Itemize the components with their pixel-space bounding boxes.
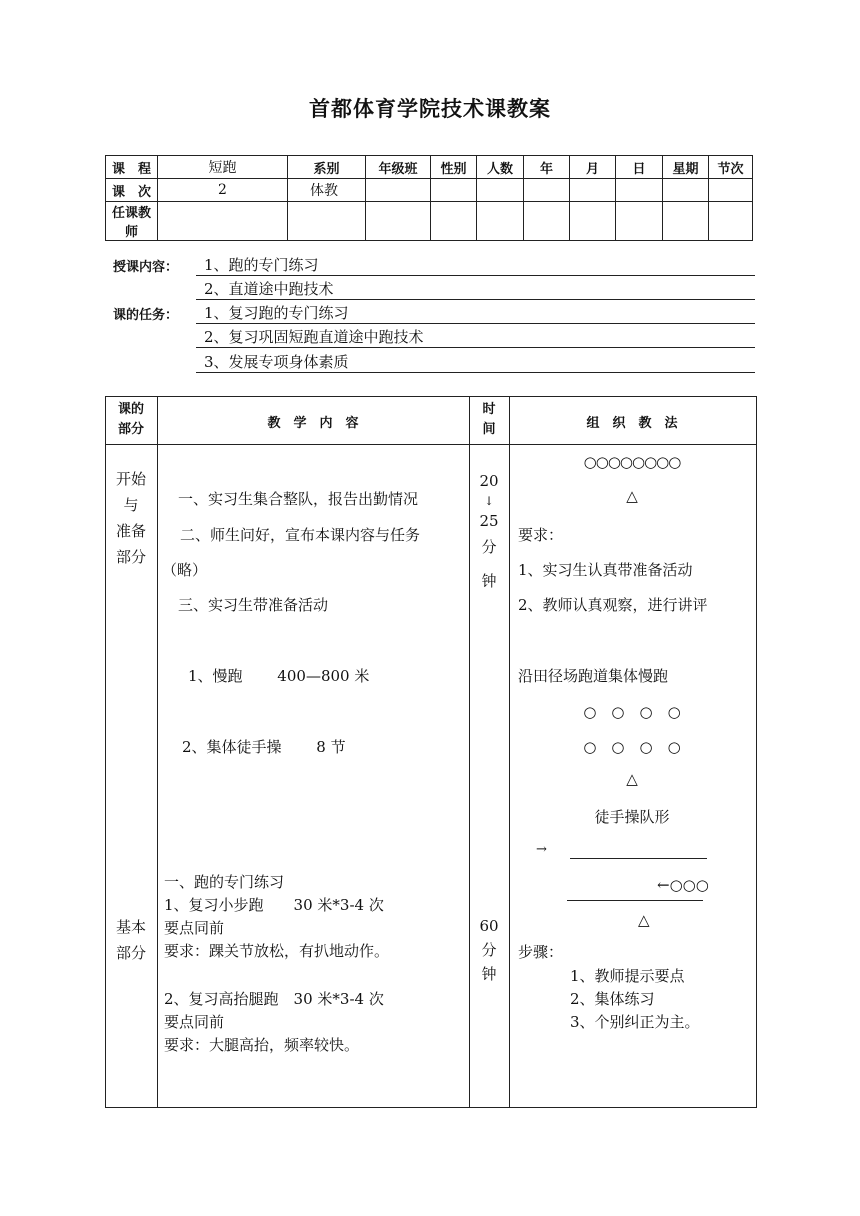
col-time-line: 时 bbox=[482, 402, 496, 417]
method-line: 要求： bbox=[518, 526, 564, 544]
blank-cell bbox=[431, 202, 477, 241]
blank-cell bbox=[288, 202, 366, 241]
method-line: 徒手操队形 bbox=[594, 808, 670, 826]
content-line: 1、复习小步跑 30 米*3-4 次 bbox=[164, 896, 384, 914]
arrow-left-circles-icon: ←○○○ bbox=[657, 876, 709, 894]
content-item-1: 1、跑的专门练习 bbox=[204, 256, 319, 274]
time-line: 60 bbox=[479, 917, 499, 935]
method-line: 1、教师提示要点 bbox=[570, 967, 685, 985]
col-time-line: 间 bbox=[482, 422, 496, 437]
gender-value bbox=[431, 179, 477, 202]
part-line: 准备 bbox=[115, 522, 146, 540]
track-line bbox=[567, 900, 703, 901]
col-part-line: 部分 bbox=[117, 422, 144, 437]
gender-label: 性别 bbox=[431, 156, 477, 179]
col-method-header: 组 织 教 法 bbox=[586, 416, 678, 431]
triangle-icon: △ bbox=[638, 911, 650, 929]
part-line: 部分 bbox=[115, 944, 146, 962]
blank-cell bbox=[477, 202, 524, 241]
task-item-3: 3、发展专项身体素质 bbox=[204, 353, 349, 371]
circle-row-icon: ○ ○ ○ ○ bbox=[583, 703, 681, 721]
dept-label: 系别 bbox=[288, 156, 366, 179]
day-label: 日 bbox=[616, 156, 663, 179]
method-line: 1、实习生认真带准备活动 bbox=[518, 561, 693, 579]
underline bbox=[196, 323, 755, 324]
method-line: 2、集体练习 bbox=[570, 990, 655, 1008]
blank-cell bbox=[366, 202, 431, 241]
grade-label: 年级班 bbox=[366, 156, 431, 179]
arrow-down-icon: ↓ bbox=[483, 494, 495, 508]
col-divider bbox=[157, 396, 158, 1107]
circle-row-icon: ○ ○ ○ ○ bbox=[583, 738, 681, 756]
method-line: 步骤： bbox=[518, 943, 564, 961]
content-line: 1、慢跑 400—800 米 bbox=[188, 667, 370, 685]
time-start bbox=[469, 468, 509, 594]
content-line: 要点同前 bbox=[164, 1013, 225, 1031]
course-value: 短跑 bbox=[158, 156, 288, 179]
part-line: 基本 bbox=[115, 918, 146, 936]
time-line: 20 bbox=[479, 472, 499, 490]
part-basic bbox=[105, 914, 157, 966]
col-part-line: 课的 bbox=[117, 402, 144, 417]
time-line bbox=[469, 560, 509, 568]
arrow-right-icon: → bbox=[536, 842, 547, 857]
time-basic bbox=[469, 914, 509, 986]
month-value bbox=[570, 179, 616, 202]
weekday-label: 星期 bbox=[663, 156, 709, 179]
content-line: 要点同前 bbox=[164, 919, 225, 937]
weekday-value bbox=[663, 179, 709, 202]
underline bbox=[196, 299, 755, 300]
count-value bbox=[477, 179, 524, 202]
session-value: 2 bbox=[158, 179, 288, 202]
track-line bbox=[570, 858, 707, 859]
month-label: 月 bbox=[570, 156, 616, 179]
content-line: 二、师生问好，宣布本课内容与任务 bbox=[180, 526, 421, 544]
teacher-value bbox=[158, 202, 288, 241]
content-line: 2、集体徒手操 8 节 bbox=[182, 738, 346, 756]
circle-row-icon: ○○○○○○○○ bbox=[583, 453, 681, 471]
content-line: 一、实习生集合整队，报告出勤情况 bbox=[178, 490, 419, 508]
col-content-header: 教 学 内 容 bbox=[267, 416, 359, 431]
session-label: 课 次 bbox=[106, 179, 158, 202]
page-title: 首都体育学院技术课教案 bbox=[309, 97, 551, 121]
underline bbox=[196, 347, 755, 348]
day-value bbox=[616, 179, 663, 202]
grade-value bbox=[366, 179, 431, 202]
content-line: （略） bbox=[162, 561, 208, 579]
course-label: 课 程 bbox=[106, 156, 158, 179]
year-value bbox=[524, 179, 570, 202]
time-line: 钟 bbox=[481, 572, 497, 590]
task-item-1: 1、复习跑的专门练习 bbox=[204, 304, 349, 322]
time-line: 分 bbox=[481, 941, 497, 959]
part-line: 部分 bbox=[115, 548, 146, 566]
time-line: 分 bbox=[481, 538, 497, 556]
part-line: 开始 bbox=[115, 470, 146, 488]
period-label: 节次 bbox=[709, 156, 753, 179]
teacher-label: 任课教师 bbox=[106, 202, 158, 241]
blank-cell bbox=[616, 202, 663, 241]
content-item-2: 2、直道途中跑技术 bbox=[204, 280, 334, 298]
col-time-header bbox=[469, 400, 509, 440]
period-value bbox=[709, 179, 753, 202]
blank-cell bbox=[570, 202, 616, 241]
content-line: 一、跑的专门练习 bbox=[164, 873, 285, 891]
year-label: 年 bbox=[524, 156, 570, 179]
part-line: 与 bbox=[123, 496, 139, 514]
count-label: 人数 bbox=[477, 156, 524, 179]
method-line: 沿田径场跑道集体慢跑 bbox=[518, 667, 669, 685]
content-label: 授课内容： bbox=[113, 260, 179, 275]
blank-cell bbox=[709, 202, 753, 241]
underline bbox=[196, 275, 755, 276]
content-line: 2、复习高抬腿跑 30 米*3-4 次 bbox=[164, 990, 384, 1008]
method-line: 2、教师认真观察，进行讲评 bbox=[518, 596, 708, 614]
time-line: 钟 bbox=[481, 965, 497, 983]
content-line: 要求：大腿高抬，频率较快。 bbox=[164, 1036, 360, 1054]
col-part-header bbox=[105, 400, 157, 440]
plan-header-divider bbox=[105, 444, 756, 445]
method-line: 3、个别纠正为主。 bbox=[570, 1013, 700, 1031]
header-table bbox=[105, 155, 753, 241]
tasks-label: 课的任务： bbox=[113, 308, 179, 323]
triangle-icon: △ bbox=[626, 487, 638, 505]
part-start bbox=[105, 466, 157, 570]
content-line: 三、实习生带准备活动 bbox=[178, 596, 329, 614]
blank-cell bbox=[524, 202, 570, 241]
triangle-icon: △ bbox=[626, 770, 638, 788]
task-item-2: 2、复习巩固短跑直道途中跑技术 bbox=[204, 328, 424, 346]
time-line: 25 bbox=[479, 512, 499, 530]
content-line: 要求：踝关节放松，有扒地动作。 bbox=[164, 942, 390, 960]
blank-cell bbox=[663, 202, 709, 241]
dept-value: 体教 bbox=[288, 179, 366, 202]
underline bbox=[196, 372, 755, 373]
